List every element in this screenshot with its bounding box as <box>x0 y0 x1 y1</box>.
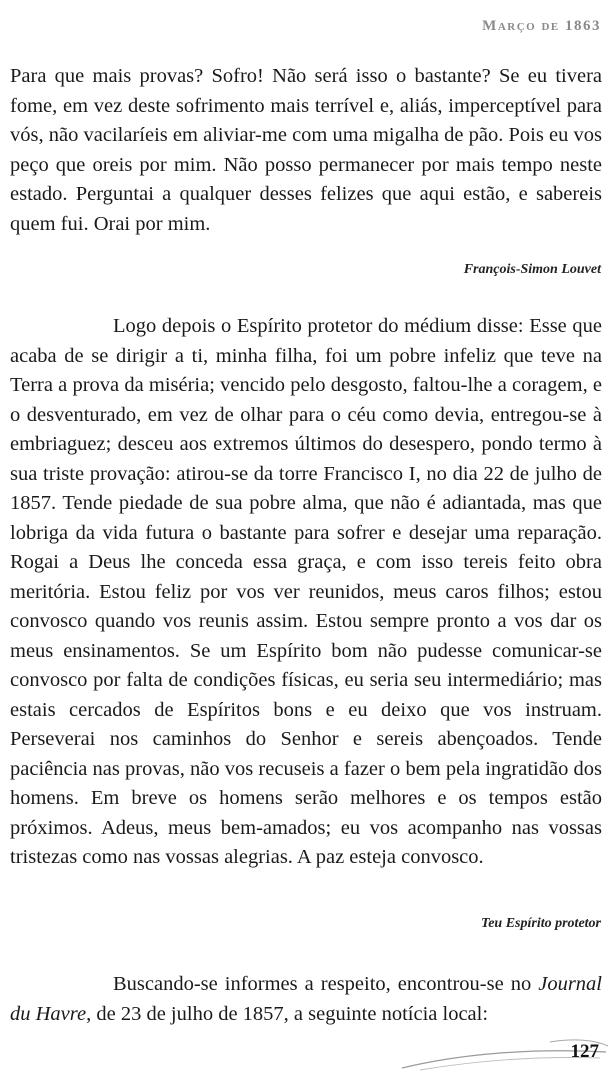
page-number: 127 <box>570 1041 599 1062</box>
paragraph-3-end: , de 23 de julho de 1857, a seguinte notícia local: <box>86 1002 489 1025</box>
body-paragraph-3 <box>10 970 602 1029</box>
body-paragraph-2: Logo depois o Espírito protetor do médium disse: Esse que acaba de se dirigir a ti, minha filha, foi um pobre infeliz que teve na Terra a prova da miséria; vencido pelo desgosto, faltou-lhe a coragem, e o desventurado, em vez de olhar para o céu como devia, entregou-se à embriaguez; desceu aos extremos últimos do desespero, pondo termo à sua triste provação: atirou-se da torre Francisco I, no dia 22 de julho de 1857. Tende piedade de sua pobre alma, que não é adiantada, mas que lobriga da vida futura o bastante para sofrer e desejar uma reparação. Rogai a Deus lhe conceda essa graça, e com isso tereis feito obra meritória. Estou feliz por vos ver reunidos, meus caros filhos; estou convosco quando vos reunis assim. Estou sempre pronto a vos dar os meus ensinamentos. Se um Espírito bom não pudesse comunicar-se convosco por falta de condições físicas, eu seria seu intermediário; mas estais cercados de Espíritos bons e eu deixo que vos instruam. Perseverai nos caminhos do Senhor e sereis abençoados. Tende paciência nas provas, não vos recuseis a fazer o bem pela ingratidão dos homens. Em breve os homens serão melhores e os tempos estão próximos. Adeus, meus bem-amados; eu vos acompanho nas vossas tristezas como nas vossas alegrias. A paz esteja convosco. <box>10 315 602 868</box>
body-paragraph-1: Para que mais provas? Sofro! Não será isso o bastante? Se eu tivera fome, em vez deste sofrimento mais terrível e, aliás, imperceptível para vós, não vacilaríeis em aliviar-me com uma migalha de pão. Pois eu vos peço que oreis por mim. Não posso permanecer por mais tempo neste estado. Perguntai a qualquer desses felizes que aqui estão, e sabereis quem fui. Orai por mim. <box>10 65 602 235</box>
signature-louvet: François-Simon Louvet <box>463 262 601 277</box>
signature-espirito-protetor: Teu Espírito protetor <box>480 916 601 931</box>
running-header: Março de 1863 <box>482 18 601 34</box>
paragraph-3-start: Buscando-se informes a respeito, encontrou-se no <box>113 973 539 995</box>
journal-title: Journal du Havre <box>10 973 602 1025</box>
